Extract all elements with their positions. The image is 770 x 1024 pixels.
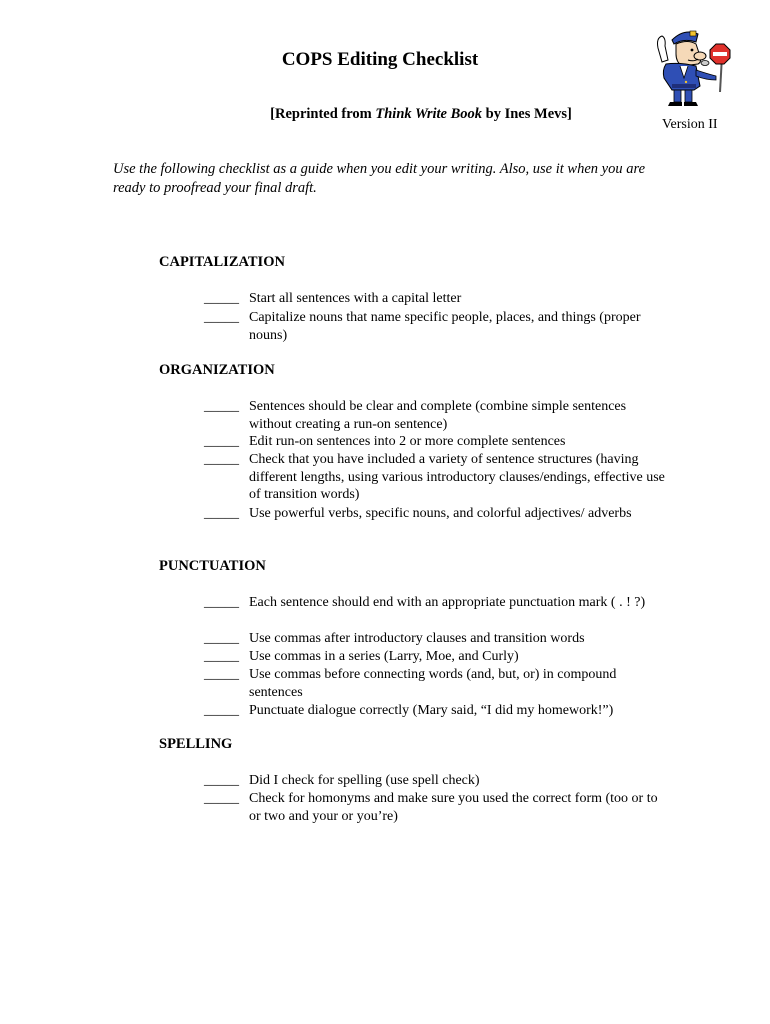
checklist-item: Edit run-on sentences into 2 or more complete sentences [249,434,566,449]
checkbox-blank[interactable]: _____ [204,595,239,610]
checkbox-blank[interactable]: _____ [204,631,239,646]
citation-book-title: Think Write Book [375,106,483,122]
checklist-item: Use commas after introductory clauses and transition words [249,631,585,646]
checkbox-blank[interactable]: _____ [204,791,239,806]
checkbox-blank[interactable]: _____ [204,434,239,449]
police-officer-stop-sign-icon [650,26,734,108]
checkbox-blank[interactable]: _____ [204,399,239,414]
checkbox-blank[interactable]: _____ [204,703,239,718]
source-citation [0,106,770,123]
checklist-item: Punctuate dialogue correctly (Mary said, “I did my homework!”) [249,703,614,718]
section-heading-spelling: SPELLING [159,736,233,752]
checklist-item: Each sentence should end with an appropriate punctuation mark ( . ! ?) [249,595,646,610]
checkbox-blank[interactable]: _____ [204,773,239,788]
checkbox-blank[interactable]: _____ [204,291,239,306]
version-label: Version II [662,117,718,132]
checkbox-blank[interactable]: _____ [204,649,239,664]
checklist-item: Use commas in a series (Larry, Moe, and Curly) [249,649,519,664]
intro-paragraph: Use the following checklist as a guide when you edit your writing. Also, use it when you are ready to proofread your final draft. [113,161,646,196]
page-title: COPS Editing Checklist [281,49,479,70]
citation-suffix: by Ines Mevs] [482,106,572,122]
checkbox-blank[interactable]: _____ [204,667,239,682]
checklist-item: Capitalize nouns that name specific people, places, and things (proper nouns) [249,310,641,343]
checkbox-blank[interactable]: _____ [204,506,239,521]
section-heading-organization: ORGANIZATION [159,362,275,378]
checkbox-blank[interactable]: _____ [204,452,239,467]
checklist-item: Use powerful verbs, specific nouns, and colorful adjectives/ adverbs [249,506,632,521]
checklist-item: Start all sentences with a capital letter [249,291,462,306]
checklist-item: Did I check for spelling (use spell check) [249,773,480,788]
checklist-item: Check for homonyms and make sure you used the correct form (too or to or two and your or you’re) [249,791,658,824]
citation-prefix: [Reprinted from [270,106,376,122]
checklist-item: Sentences should be clear and complete (combine simple sentences without creating a run-on sentence) [249,399,627,432]
checklist-item: Check that you have included a variety of sentence structures (having different lengths, using various introductory clauses/endings, effective use of transition words) [249,452,665,503]
checkbox-blank[interactable]: _____ [204,310,239,325]
section-heading-capitalization: CAPITALIZATION [159,254,285,270]
section-heading-punctuation: PUNCTUATION [159,558,266,574]
checklist-item: Use commas before connecting words (and, but, or) in compound sentences [249,667,617,700]
